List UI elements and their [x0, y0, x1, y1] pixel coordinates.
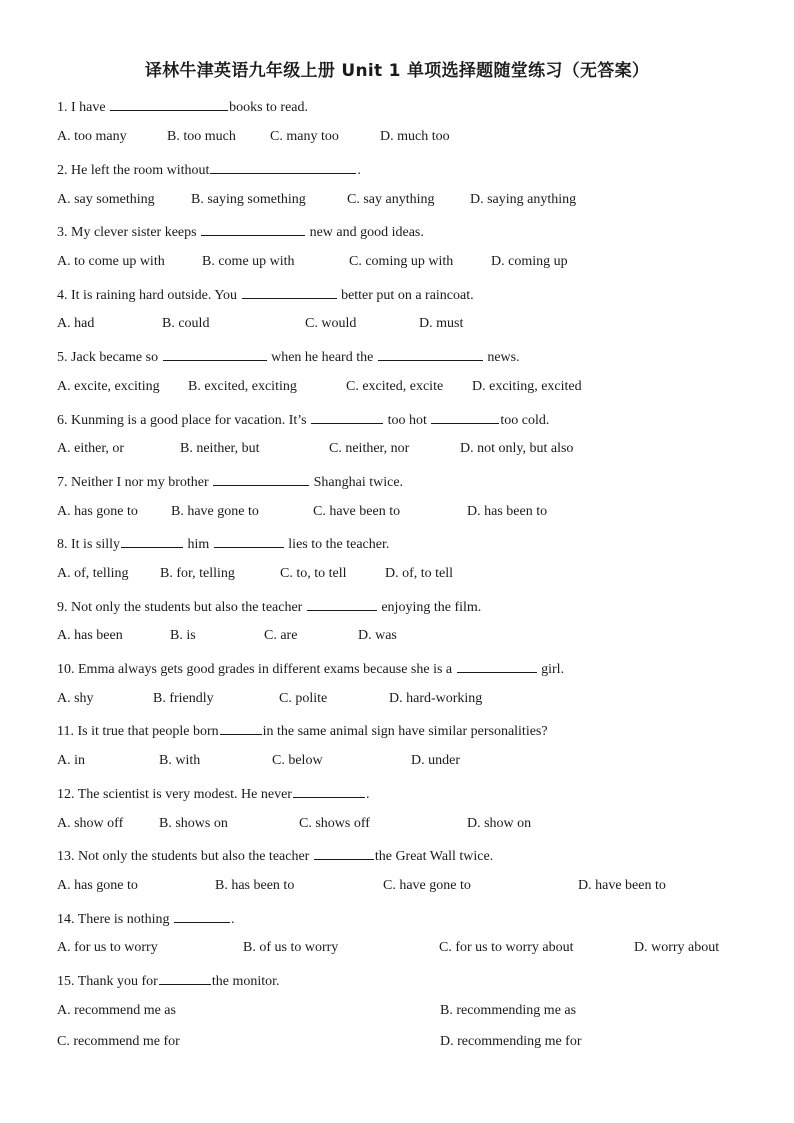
option-b[interactable]: B. recommending me as: [440, 1003, 577, 1018]
option-a[interactable]: A. recommend me as: [57, 1003, 176, 1018]
option-d[interactable]: D. worry about: [634, 940, 720, 955]
question-text: the Great Wall twice.: [374, 849, 494, 864]
question-text: 14. There is nothing: [57, 912, 174, 927]
option-d[interactable]: D. exciting, excited: [472, 379, 582, 394]
answer-blank[interactable]: [293, 783, 365, 798]
answer-blank[interactable]: [110, 96, 228, 111]
question-text: lies to the teacher.: [284, 537, 390, 552]
option-d[interactable]: D. saying anything: [470, 192, 577, 207]
option-a[interactable]: A. say something: [57, 192, 155, 207]
answer-blank[interactable]: [174, 908, 230, 923]
option-a[interactable]: A. has gone to: [57, 504, 138, 519]
option-a[interactable]: A. in: [57, 753, 85, 768]
options-row: [57, 252, 747, 272]
answer-blank[interactable]: [242, 284, 337, 299]
option-a[interactable]: A. had: [57, 316, 95, 331]
options-row: [57, 502, 747, 522]
answer-blank[interactable]: [314, 845, 374, 860]
question-text: 2. He left the room without: [57, 163, 210, 178]
option-c[interactable]: C. excited, excite: [346, 379, 444, 394]
question-text: .: [365, 787, 370, 802]
question-2: [57, 159, 361, 179]
option-b[interactable]: B. with: [159, 753, 201, 768]
answer-blank[interactable]: [378, 346, 483, 361]
option-b[interactable]: B. neither, but: [180, 441, 260, 456]
question-text: enjoying the film.: [377, 600, 482, 615]
option-a[interactable]: A. excite, exciting: [57, 379, 160, 394]
options-row: [57, 938, 747, 958]
question-text: 9. Not only the students but also the teacher: [57, 600, 306, 615]
option-d[interactable]: D. has been to: [467, 504, 548, 519]
question-text: girl.: [537, 662, 565, 677]
option-c[interactable]: C. to, to tell: [280, 566, 347, 581]
option-c[interactable]: C. are: [264, 628, 298, 643]
question-3: [57, 221, 424, 241]
answer-blank[interactable]: [307, 596, 377, 611]
question-text: him: [184, 537, 213, 552]
question-text: when he heard the: [267, 350, 377, 365]
question-text: 1. I have: [57, 100, 110, 115]
options-row: [57, 439, 747, 459]
option-d[interactable]: D. recommending me for: [440, 1034, 582, 1049]
option-b[interactable]: B. excited, exciting: [188, 379, 297, 394]
question-text: 7. Neither I nor my brother: [57, 475, 213, 490]
option-c[interactable]: C. coming up with: [349, 254, 454, 269]
option-b[interactable]: B. is: [170, 628, 196, 643]
option-a[interactable]: A. has gone to: [57, 878, 138, 893]
question-text: new and good ideas.: [306, 225, 424, 240]
option-c[interactable]: C. below: [272, 753, 323, 768]
question-13: [57, 845, 493, 865]
question-text: 15. Thank you for: [57, 974, 158, 989]
option-b[interactable]: B. shows on: [159, 816, 228, 831]
option-c[interactable]: C. for us to worry about: [439, 940, 574, 955]
option-c[interactable]: C. recommend me for: [57, 1034, 180, 1049]
question-text: 4. It is raining hard outside. You: [57, 288, 241, 303]
option-a[interactable]: A. too many: [57, 129, 127, 144]
option-d[interactable]: D. much too: [380, 129, 450, 144]
options-row: [57, 626, 747, 646]
question-9: [57, 596, 481, 616]
options-row: [57, 814, 747, 834]
question-8: [57, 533, 389, 553]
options-row: [57, 564, 747, 584]
option-c[interactable]: C. have been to: [313, 504, 401, 519]
question-14: [57, 908, 235, 928]
question-text: 8. It is silly: [57, 537, 121, 552]
question-10: [57, 658, 564, 678]
options-row: [57, 1032, 747, 1052]
question-text: 3. My clever sister keeps: [57, 225, 201, 240]
question-text: 13. Not only the students but also the teacher: [57, 849, 313, 864]
option-a[interactable]: A. has been: [57, 628, 123, 643]
options-row: [57, 876, 747, 896]
answer-blank[interactable]: [311, 409, 383, 424]
question-text: in the same animal sign have similar personalities?: [262, 724, 548, 739]
option-d[interactable]: D. of, to tell: [385, 566, 454, 581]
option-d[interactable]: D. not only, but also: [460, 441, 574, 456]
option-b[interactable]: B. friendly: [153, 691, 214, 706]
option-a[interactable]: A. shy: [57, 691, 94, 706]
answer-blank[interactable]: [213, 471, 309, 486]
answer-blank[interactable]: [121, 533, 183, 548]
option-d[interactable]: D. coming up: [491, 254, 568, 269]
question-text: too hot: [384, 413, 431, 428]
option-a[interactable]: A. either, or: [57, 441, 125, 456]
options-row: [57, 377, 747, 397]
answer-blank[interactable]: [214, 533, 284, 548]
option-c[interactable]: C. shows off: [299, 816, 370, 831]
question-1: [57, 96, 308, 116]
option-b[interactable]: B. come up with: [202, 254, 295, 269]
question-text: .: [231, 912, 235, 927]
option-c[interactable]: C. neither, nor: [329, 441, 410, 456]
question-text: 11. Is it true that people born: [57, 724, 219, 739]
question-7: [57, 471, 403, 491]
answer-blank[interactable]: [159, 970, 211, 985]
answer-blank[interactable]: [457, 658, 537, 673]
options-row: [57, 1001, 747, 1021]
option-c[interactable]: C. polite: [279, 691, 328, 706]
question-text: too cold.: [500, 413, 550, 428]
option-d[interactable]: D. have been to: [578, 878, 666, 893]
answer-blank[interactable]: [220, 720, 262, 735]
question-6: [57, 409, 549, 429]
option-d[interactable]: D. was: [358, 628, 397, 643]
options-row: [57, 127, 747, 147]
option-d[interactable]: D. must: [419, 316, 464, 331]
option-b[interactable]: B. of us to worry: [243, 940, 339, 955]
question-4: [57, 284, 474, 304]
question-text: 12. The scientist is very modest. He never: [57, 787, 292, 802]
question-text: 5. Jack became so: [57, 350, 162, 365]
question-text: 10. Emma always gets good grades in different exams because she is a: [57, 662, 456, 677]
option-b[interactable]: B. could: [162, 316, 210, 331]
answer-blank[interactable]: [210, 159, 356, 174]
question-text: .: [357, 163, 361, 178]
answer-blank[interactable]: [163, 346, 267, 361]
page-title: 译林牛津英语九年级上册 Unit 1 单项选择题随堂练习（无答案）: [144, 61, 650, 81]
option-b[interactable]: B. have gone to: [171, 504, 259, 519]
question-text: 6. Kunming is a good place for vacation. It’s: [57, 413, 311, 428]
option-b[interactable]: B. has been to: [215, 878, 295, 893]
question-11: [57, 720, 548, 740]
option-b[interactable]: B. too much: [167, 129, 236, 144]
option-b[interactable]: B. saying something: [191, 192, 306, 207]
option-d[interactable]: D. under: [411, 753, 460, 768]
option-b[interactable]: B. for, telling: [160, 566, 235, 581]
option-a[interactable]: A. for us to worry: [57, 940, 158, 955]
question-text: better put on a raincoat.: [337, 288, 474, 303]
option-d[interactable]: D. hard-working: [389, 691, 483, 706]
question-12: [57, 783, 369, 803]
options-row: [57, 314, 747, 334]
options-row: [57, 751, 747, 771]
option-d[interactable]: D. show on: [467, 816, 532, 831]
question-5: [57, 346, 520, 366]
option-c[interactable]: C. have gone to: [383, 878, 471, 893]
question-text: the monitor.: [211, 974, 280, 989]
question-text: news.: [483, 350, 520, 365]
question-text: books to read.: [229, 100, 309, 115]
answer-blank[interactable]: [431, 409, 499, 424]
options-row: [57, 190, 747, 210]
option-a[interactable]: A. of, telling: [57, 566, 129, 581]
option-a[interactable]: A. show off: [57, 816, 124, 831]
answer-blank[interactable]: [201, 221, 305, 236]
option-a[interactable]: A. to come up with: [57, 254, 165, 269]
question-15: [57, 970, 280, 990]
option-c[interactable]: C. would: [305, 316, 357, 331]
question-text: Shanghai twice.: [310, 475, 404, 490]
option-c[interactable]: C. many too: [270, 129, 339, 144]
option-c[interactable]: C. say anything: [347, 192, 435, 207]
options-row: [57, 689, 747, 709]
